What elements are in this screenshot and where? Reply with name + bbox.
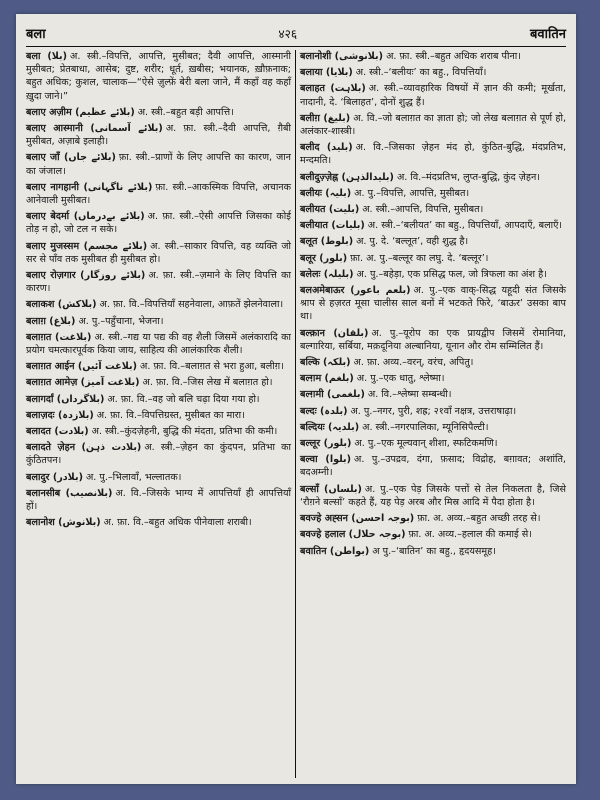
entry-headword: बलाज़दः (بلازدہ) [26,409,94,421]
dictionary-entry [26,210,291,236]
entry-definition: अ. स्त्री.–नगरपालिका, म्यूनिसिपैल्टी। [362,421,489,433]
entry-definition: अ. स्त्री.–‘बलीयत’ का बहु., विपत्तियाँ, आपदाएँ, बलाएँ। [367,220,563,232]
entry-definition: अ. पु.–बहेड़ा, एक प्रसिद्ध फल, जो त्रिफला का अंश है। [356,268,547,280]
entry-headword: बलीद (بلید) [300,142,353,154]
entry-definition: अ. फ़ा. स्त्री.–बहुत अधिक शराब पीना। [386,51,521,62]
dictionary-entry [300,268,566,281]
dictionary-entry [300,528,566,541]
entry-definition: अ. स्त्री.–‘बलीयः’ का बहु., विपत्तियाँ। [355,67,487,79]
entry-definition: अ. फ़ा. वि.–बहुत अधिक पीनेवाला शराबी। [103,517,252,529]
dictionary-page [16,14,576,784]
entry-definition: अ. फ़ा. अव्य.–वरन्, वरंच, अपितु। [353,357,474,369]
dictionary-entry [300,356,566,369]
entry-definition: फ़ा. स्त्री.–आकस्मिक विपत्ति, अचानक आनेवाली मुसीबत। [26,181,292,207]
entry-headword: बलाग़त (بلاغت) [26,331,92,343]
header-right-guide-word: बवातिन [529,27,566,42]
entry-definition: अ पु.–‘बातिन’ का बहु., हृदयसमूह। [372,545,496,557]
dictionary-entry [26,487,291,513]
dictionary-entry [26,298,291,311]
dictionary-entry [300,453,566,479]
right-column [296,50,570,778]
entry-definition: अ. पु.–पहुँचाना, भेजना। [78,315,164,327]
entry-definition: अ. पु.–एक पेड़ जिसके पत्तों से तेल निकलता है, जिसे ‘रौग़ने बल्साँ’ कहते हैं, यह पेड़ अरब और मिस्र आदि में पैदा होता है। [300,483,566,508]
dictionary-entry [300,252,566,265]
entry-definition: अ. पु.–एक वाक्-सिद्ध यहूदी संत जिसके श्राप से हज़रत मूसा चालीस साल बनों में भटकते फिरे, ‘बाऊर’ उसका बाप था। [300,285,566,323]
entry-definition: अ. फ़ा. वि.–विपत्तिग्रस्त, मुसीबत का मारा। [96,409,245,421]
entry-headword: बलाग़ (بلاغ) [26,315,76,327]
entry-definition: अ. वि.–जो बलाग़त का ज्ञाता हो; जो लेख बलाग़त से पूर्ण हो, अलंकार-शास्त्री। [300,112,566,138]
dictionary-entry [26,516,291,529]
entry-headword: बल्साँ (بلساں) [300,483,362,495]
entry-definition: अ. स्त्री.–व्यावहारिक विषयों में ज्ञान की कमी; मूर्खता, नादानी, दे. ‘बिलाहत’, दोनों शुद्ध हैं। [300,83,566,108]
columns [22,50,570,778]
dictionary-entry [300,437,566,450]
dictionary-entry [26,331,291,357]
dictionary-entry [26,376,291,389]
entry-definition: अ. पु. दे. ‘बल्लूत’, वही शुद्ध है। [356,236,469,248]
dictionary-entry [26,425,291,438]
dictionary-entry [300,512,566,525]
dictionary-entry [300,171,566,184]
entry-definition: अ. वि.–श्लेष्मा सम्बन्धी। [367,389,452,401]
entry-definition: अ. स्त्री.–बहुत बड़ी आपत्ति। [137,106,234,118]
dictionary-entry [300,405,566,418]
entry-headword: बलाए बेदर्मा (بلائے بےدرماں) [26,211,145,223]
entry-definition: अ. पु.–एक मूल्यवान् शीशा, स्फटिकमणि। [354,438,498,450]
entry-headword: बल्लूर (بلور) [300,438,352,450]
dictionary-entry [26,315,291,328]
entry-headword: बलाकश (بلاکش) [26,299,97,311]
entry-headword: बलागर्दां (بلاگرداں) [26,393,105,405]
entry-definition: फ़ा. स्त्री.–प्राणों के लिए आपत्ति का कारण, जान का जंजाल। [26,152,291,177]
entry-headword: बलानोशी (بلانوشی) [300,51,384,62]
dictionary-entry [26,409,291,422]
dictionary-entry [26,441,291,467]
dictionary-entry [300,327,566,353]
entry-definition: अ. फ़ा. स्त्री.–ऐसी आपत्ति जिसका कोई तोड़ न हो, जो टल न सके। [26,211,291,236]
entry-definition: फ़ा. अ. अव्य.–बहुत अच्छी तरह से। [417,513,541,525]
dictionary-entry [26,181,291,207]
entry-headword: बल्दः (بلدہ) [300,405,348,417]
page-number: ४२६ [278,26,298,41]
entry-headword: बलीग़ (بلیغ) [300,112,351,124]
entry-definition: अ. पु.–नगर, पुरी, शह्र; २१वाँ नक्षत्र, उत्तराषाढ़ा। [350,405,517,417]
entry-headword: बलादुर (بلادر) [26,471,83,483]
entry-definition: अ. पु.–विपत्ति, आपत्ति, मुसीबत। [354,187,470,199]
entry-definition: अ. स्त्री.–ज़ेहन का कुंदपन, प्रतिभा का कुंठितपन। [26,442,291,467]
entry-headword: बलानोश (بلانوش) [26,517,101,529]
entry-headword: बलाग़त आईन (بلاغت آئیں) [26,361,138,373]
entry-definition: अ. स्त्री.–विपत्ति, आपत्ति, मुसीबत; दैवी आपत्ति, आस्मानी मुसीबत; प्रेतबाधा, आसेब; दुष्ट, शरीर; धूर्त, ख़बीस; भयानक, ख़ौफ़नाक; बहुत अधिक; कुशल, चालाक—“ऐसे ज़ुल्फ़ें बेरी बला जाने, मैं कहाँ वह कहाँ ख़ुदा जाने।” [26,51,291,102]
entry-headword: बल्दियः (بلدیہ) [300,421,360,433]
entry-headword: बवज्हे हलाल (بوجہ حلال) [300,529,406,541]
entry-definition: अ. स्त्री.–गद्य या पद्य की वह शैली जिसमें अलंकारादि का प्रयोग चमत्कारपूर्वक किया जाय, साहित्य की आलंकारिक शैली। [26,331,292,357]
entry-definition: अ. स्त्री.–साकार विपत्ति, वह व्यक्ति जो सर से पाँव तक मुसीबत ही मुसीबत हो। [26,240,291,265]
page-header [26,20,566,47]
entry-headword: बलाए अज़ीम (بلائے عظیم) [26,106,135,118]
entry-definition: अ. फ़ा. वि.–बलाग़त से भरा हुआ, बलीग़। [140,361,284,373]
entry-headword: बलूर (بلور) [300,252,348,264]
dictionary-entry [300,388,566,401]
dictionary-entry [300,187,566,200]
entry-headword: बल्कि (بلکہ) [300,357,351,369]
entry-headword: बवातिन (بواطن) [300,545,370,557]
entry-definition: अ. फ़ा. वि.–जिस लेख में बलाग़त हो। [142,377,273,389]
entry-definition: अ. वि.–जिसका ज़ेहन मंद हो, कुंठित-बुद्धि, मंदप्रतिभ, मन्दमति। [300,142,566,167]
entry-headword: बलाए रोज़गार (بلائے روزگار) [26,270,146,282]
entry-headword: बलाए आस्मानी (بلائے آسمانی) [26,123,163,135]
entry-definition: अ. फ़ा. स्त्री.–दैवी आपत्ति, ग़ैबी मुसीबत, अज़ाबे इलाही। [26,123,292,148]
entry-headword: बलीयः (بلیہ) [300,187,352,199]
left-column [22,50,296,778]
dictionary-entry [300,66,566,79]
entry-headword: बलीयत (بلیت) [300,204,360,216]
entry-definition: अ. पु.–एक धातु, श्लेष्मा। [356,373,445,385]
entry-definition: फ़ा. अ. पु.–बल्लूर का लघु. दे. ‘बल्लूर’। [350,252,489,264]
dictionary-entry [26,151,291,177]
dictionary-entry [26,393,291,406]
entry-headword: बलाग़त आमेज़ (بلاغت آمیز) [26,377,140,389]
entry-definition: अ. स्त्री.–कुंदज़ेहनी, बुद्धि की मंदता, प्रतिभा की कमी। [91,426,278,438]
entry-definition: अ. वि.–जिसके भाग्य में आपत्तियाँ ही आपत्तियाँ हों। [26,487,291,513]
entry-definition: अ. पु.–भिलावाँ, भल्लातक। [85,471,182,483]
entry-headword: बलानसीब (بلانصیب) [26,487,113,499]
dictionary-entry [26,240,291,266]
entry-headword: बलाए नागहानी (بلائے ناگہانی) [26,181,153,193]
entry-headword: बल्ग़म (بلغم) [300,373,354,385]
dictionary-entry [300,50,566,63]
dictionary-entry [300,112,566,138]
dictionary-entry [26,269,291,295]
entry-definition: अ. फ़ा. स्त्री.–ज़माने के लिए विपत्ति का कारण। [26,270,291,295]
dictionary-entry [300,219,566,232]
entry-headword: बल्क़ान (بلقان) [300,327,369,339]
entry-headword: बलाए जाँ (بلائے جاں) [26,152,116,164]
dictionary-entry [300,82,566,108]
dictionary-entry [300,421,566,434]
entry-definition: फ़ा. अ. अव्य.–हलाल की कमाई से। [408,529,532,541]
entry-definition: अ. फ़ा. वि.–विपत्तियाँ सहनेवाला, आफ़तें झेलनेवाला। [99,299,284,311]
entry-headword: बलादते ज़ेहन (بلادت ذہن) [26,442,142,454]
entry-definition: अ. वि.–मंदप्रतिभ, लुप्त-बुद्धि, कुंद ज़ेहन। [396,171,540,183]
dictionary-entry [26,50,291,103]
entry-headword: बलादत (بلادت) [26,426,89,438]
entry-headword: बल्वा (بلوا) [300,454,352,466]
entry-definition: अ. फ़ा. वि.–वह जो बलि चढ़ा दिया गया हो। [107,393,260,405]
entry-definition: अ. स्त्री.–आपत्ति, विपत्ति, मुसीबत। [362,204,484,216]
entry-headword: बलीदुज़्ज़ेह्न (بلیدالذہن) [300,171,394,183]
dictionary-entry [300,545,566,558]
dictionary-entry [26,106,291,119]
dictionary-entry [300,483,566,509]
dictionary-entry [26,360,291,373]
dictionary-entry [300,235,566,248]
header-left-guide-word: बला [26,27,46,42]
dictionary-entry [300,203,566,216]
dictionary-entry [26,122,291,148]
entry-headword: बलेलः (بلیلہ) [300,268,354,280]
entry-headword: बलूत (بلوط) [300,236,354,248]
dictionary-entry [300,284,566,324]
entry-headword: बलीयात (بلیات) [300,220,365,232]
entry-headword: बलअमेबाऊर (بلعم باعور) [300,285,411,297]
dictionary-entry [300,372,566,385]
entry-definition: अ. पु.–यूरोप का एक प्रायद्वीप जिसमें रोमानिया, बल्गारिया, सर्बिया, मक़दूनिया अल्बानिया, यूनान और रोम सम्मिलित हैं। [300,327,566,352]
entry-headword: बल्ग़मी (بلغمی) [300,389,365,401]
entry-headword: बलाए मुजस्सम (بلائے مجسم) [26,240,148,252]
entry-headword: बला (بلا) [26,51,68,62]
dictionary-entry [300,141,566,167]
entry-headword: बलाहत (بلاہت) [300,83,366,95]
dictionary-entry [26,471,291,484]
entry-headword: बलाया (بلایا) [300,67,353,79]
entry-definition: अ. पु.–उपद्रव, दंगा, फ़साद; विद्रोह, बग़ावत; अशांति, बदअम्नी। [300,454,566,479]
entry-headword: बवज्हे अह्सन (بوجہ احسن) [300,513,415,525]
